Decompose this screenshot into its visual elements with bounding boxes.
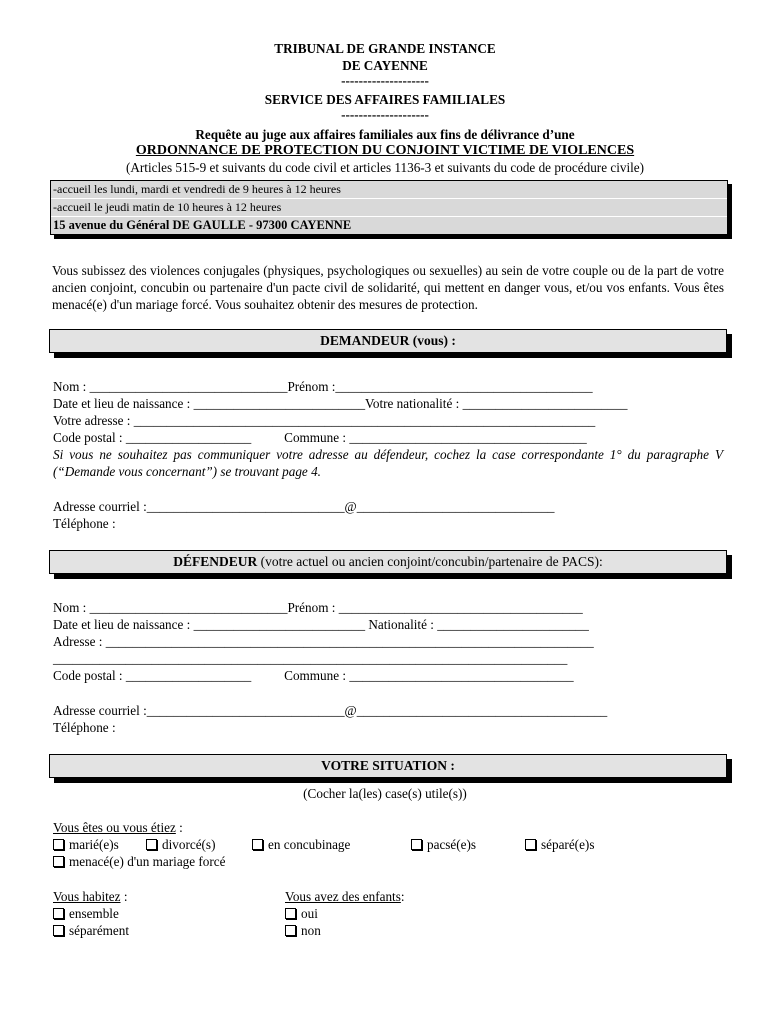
- header-separator: --------------------: [341, 107, 429, 122]
- applicant-postal-field[interactable]: Code postal : ___________________ Commune : ____________________________________: [53, 430, 587, 445]
- section-situation-header: [49, 754, 727, 778]
- checkbox-separement[interactable]: séparément: [53, 922, 129, 939]
- section-title: VOTRE SITUATION :: [321, 758, 455, 773]
- checkbox-divorce[interactable]: divorcé(s): [146, 836, 215, 853]
- address-confidentiality-note: Si vous ne souhaitez pas communiquer votre adresse au défendeur, cochez la case correspondante 1° du paragraphe V (“Demande vous concernant”) se trouvant page 4.: [53, 447, 723, 479]
- intro-paragraph: Vous subissez des violences conjugales (physiques, psychologiques ou sexuelles) au sein de votre couple ou de la part de votre ancien conjoint, concubin ou partenaire d'un pacte civil de solidarité, qui mettent en danger vous, et/ou vos enfants. Vous êtes menacé(e) d'un mariage forcé. Vous souhaitez obtenir des mesures de protection.: [52, 263, 724, 312]
- habitation-label: Vous habitez :: [53, 889, 128, 904]
- checkbox-mariage-force[interactable]: menacé(e) d'un mariage forcé: [53, 853, 226, 870]
- section-title: DÉFENDEUR: [173, 554, 258, 569]
- checkbox-separe[interactable]: séparé(e)s: [525, 836, 594, 853]
- children-label: Vous avez des enfants:: [285, 889, 405, 904]
- request-title: Requête au juge aux affaires familiales aux fins de délivrance d’une: [195, 127, 575, 142]
- marital-status-label: Vous êtes ou vous étiez :: [53, 820, 183, 835]
- court-city: DE CAYENNE: [342, 58, 428, 73]
- defendant-email-field[interactable]: Adresse courriel :______________________________@______________________________________: [53, 703, 608, 718]
- opening-hours-box: [50, 180, 728, 235]
- section-defendeur-header: [49, 550, 727, 574]
- checkbox-hint: (Cocher la(les) case(s) utile(s)): [303, 786, 467, 801]
- checkbox-icon[interactable]: [285, 908, 296, 919]
- checkbox-icon[interactable]: [53, 908, 64, 919]
- checkbox-non[interactable]: non: [285, 922, 321, 939]
- court-address: 15 avenue du Général DE GAULLE - 97300 CAYENNE: [53, 218, 352, 232]
- checkbox-marie[interactable]: marié(e)s: [53, 836, 119, 853]
- defendant-name-field[interactable]: Nom : ______________________________Prénom : _____________________________________: [53, 600, 583, 615]
- court-name: TRIBUNAL DE GRANDE INSTANCE: [274, 41, 496, 56]
- defendant-address-line2[interactable]: ______________________________________________________________________________: [53, 651, 568, 666]
- applicant-phone-field[interactable]: Téléphone :: [53, 516, 116, 531]
- section-demandeur-header: [49, 329, 727, 353]
- defendant-phone-field[interactable]: Téléphone :: [53, 720, 116, 735]
- header-separator: --------------------: [341, 73, 429, 88]
- checkbox-icon[interactable]: [53, 839, 64, 850]
- defendant-birth-field[interactable]: Date et lieu de naissance : __________________________ Nationalité : _______________________: [53, 617, 589, 632]
- ordonnance-title: ORDONNANCE DE PROTECTION DU CONJOINT VICTIME DE VIOLENCES: [135, 143, 635, 158]
- section-subtitle: (votre actuel ou ancien conjoint/concubin/partenaire de PACS):: [257, 554, 603, 569]
- checkbox-ensemble[interactable]: ensemble: [53, 905, 119, 922]
- service-title: SERVICE DES AFFAIRES FAMILIALES: [264, 92, 506, 107]
- section-title: DEMANDEUR (vous) :: [320, 333, 456, 348]
- checkbox-icon[interactable]: [252, 839, 263, 850]
- applicant-email-field[interactable]: Adresse courriel :______________________________@______________________________: [53, 499, 555, 514]
- hours-line: -accueil le jeudi matin de 10 heures à 12 heures: [51, 199, 727, 217]
- checkbox-concubinage[interactable]: en concubinage: [252, 836, 350, 853]
- checkbox-icon[interactable]: [285, 925, 296, 936]
- checkbox-icon[interactable]: [146, 839, 157, 850]
- applicant-address-field[interactable]: Votre adresse : ______________________________________________________________________: [53, 413, 596, 428]
- checkbox-icon[interactable]: [411, 839, 422, 850]
- defendant-postal-field[interactable]: Code postal : ___________________ Commune : __________________________________: [53, 668, 574, 683]
- applicant-birth-field[interactable]: Date et lieu de naissance : __________________________Votre nationalité : _________________________: [53, 396, 628, 411]
- checkbox-icon[interactable]: [53, 925, 64, 936]
- checkbox-icon[interactable]: [53, 856, 64, 867]
- hours-line: -accueil les lundi, mardi et vendredi de 9 heures à 12 heures: [51, 181, 727, 199]
- applicant-name-field[interactable]: Nom : ______________________________Prénom :_______________________________________: [53, 379, 593, 394]
- checkbox-oui[interactable]: oui: [285, 905, 318, 922]
- defendant-address-field[interactable]: Adresse : __________________________________________________________________________: [53, 634, 594, 649]
- articles-reference: (Articles 515-9 et suivants du code civil et articles 1136-3 et suivants du code de procédure civile): [125, 160, 645, 175]
- checkbox-pacse[interactable]: pacsé(e)s: [411, 836, 476, 853]
- checkbox-icon[interactable]: [525, 839, 536, 850]
